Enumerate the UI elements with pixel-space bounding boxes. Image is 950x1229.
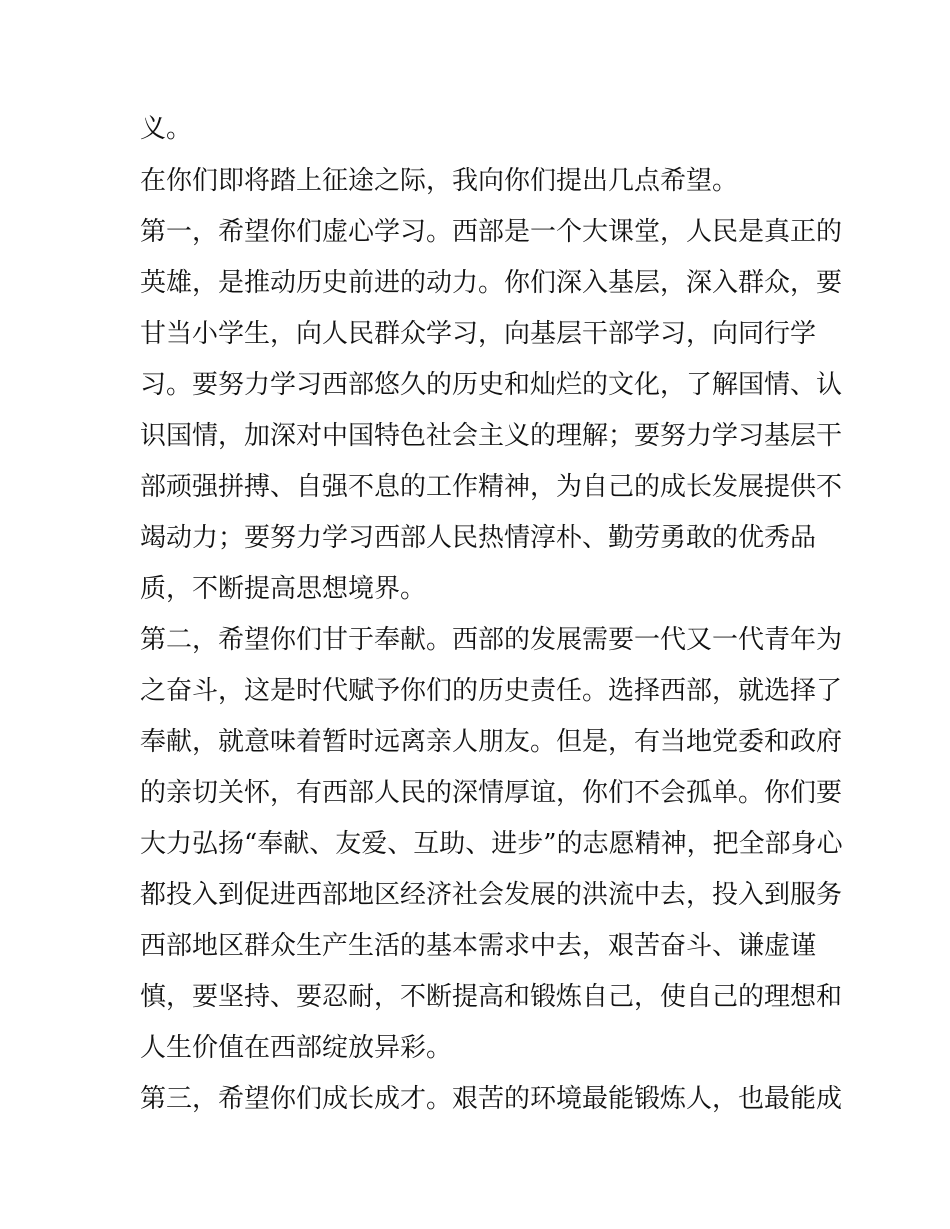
text-line: 英雄，是推动历史前进的动力。你们深入基层，深入群众，要 xyxy=(140,268,843,298)
text-line: 竭动力；要努力学习西部人民热情淳朴、勤劳勇敢的优秀品 xyxy=(140,523,817,553)
text-line: 第三，希望你们成长成才。艰苦的环境最能锻炼人，也最能成 xyxy=(140,1084,843,1114)
text-line: 识国情，加深对中国特色社会主义的理解；要努力学习基层干 xyxy=(140,421,843,451)
text-line: 第一，希望你们虚心学习。西部是一个大课堂，人民是真正的 xyxy=(140,217,843,247)
text-line: 质，不断提高思想境界。 xyxy=(140,574,427,604)
text-line: 部顽强拼搏、自强不息的工作精神，为自己的成长发展提供不 xyxy=(140,472,843,502)
text-line: 之奋斗，这是时代赋予你们的历史责任。选择西部，就选择了 xyxy=(140,676,843,706)
text-line: 慎，要坚持、要忍耐，不断提高和锻炼自己，使自己的理想和 xyxy=(140,982,843,1012)
text-line: 义。 xyxy=(140,114,193,144)
text-line: 大力弘扬“奉献、友爱、互助、进步”的志愿精神，把全部身心 xyxy=(140,829,843,859)
text-line: 奉献，就意味着暂时远离亲人朋友。但是，有当地党委和政府 xyxy=(140,727,843,757)
text-line: 都投入到促进西部地区经济社会发展的洪流中去，投入到服务 xyxy=(140,880,843,910)
text-line: 的亲切关怀，有西部人民的深情厚谊，你们不会孤单。你们要 xyxy=(140,778,843,808)
text-line: 第二，希望你们甘于奉献。西部的发展需要一代又一代青年为 xyxy=(140,625,843,655)
text-line: 习。要努力学习西部悠久的历史和灿烂的文化，了解国情、认 xyxy=(140,370,843,400)
text-line: 西部地区群众生产生活的基本需求中去，艰苦奋斗、谦虚谨 xyxy=(140,931,817,961)
text-line: 人生价值在西部绽放异彩。 xyxy=(140,1033,453,1063)
text-line: 在你们即将踏上征途之际，我向你们提出几点希望。 xyxy=(140,166,739,196)
text-line: 甘当小学生，向人民群众学习，向基层干部学习，向同行学 xyxy=(140,319,817,349)
